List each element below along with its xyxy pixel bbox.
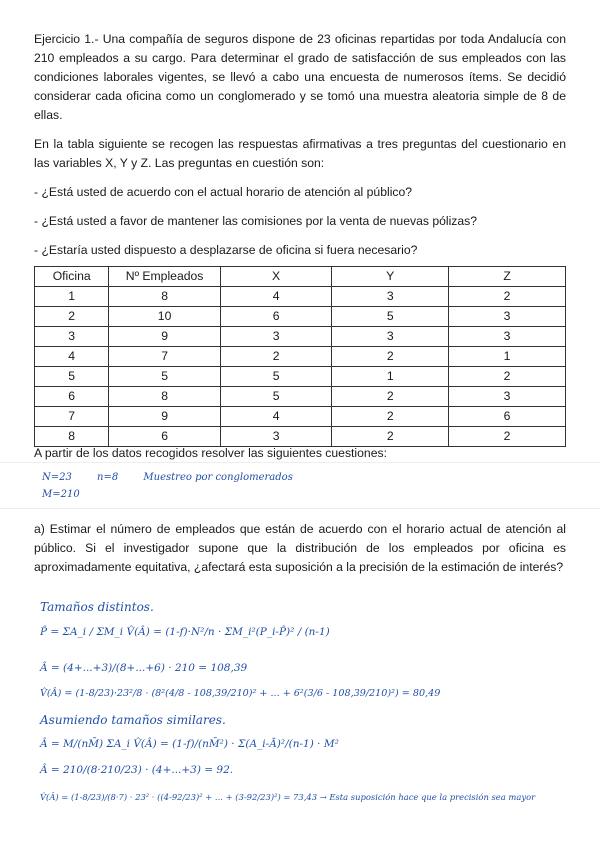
table-cell: 5 [109,367,221,387]
table-cell: 9 [109,407,221,427]
table-row [35,427,566,447]
table-cell: 9 [109,327,221,347]
table-row [35,367,566,387]
work-line-3: Â = (4+...+3)/(8+...+6) · 210 = 108,39 [40,662,248,674]
header-oficina: Oficina [35,267,109,287]
page-gap [0,462,600,463]
table-cell: 5 [220,367,332,387]
table-cell: 3 [449,307,566,327]
table-cell: 2 [35,307,109,327]
question-3: - ¿Estaría usted dispuesto a desplazarse de oficina si fuera necesario? [34,243,418,257]
table-cell: 3 [332,327,449,347]
note-method: Muestreo por conglomerados [143,472,293,483]
data-table [34,266,566,447]
table-cell: 2 [449,367,566,387]
header-x: X [220,267,332,287]
exercise-paragraph-1: Ejercicio 1.- Una compañía de seguros dispone de 23 oficinas repartidas por toda Andalucía con 210 empleados a su cargo. Para determinar el grado de satisfacción de sus empleados con las condiciones laborales vigentes, se llevó a cabo una encuesta de numerosos ítems. Se decidió considerar cada oficina como un conglomerado y se tomó una muestra aleatoria simple de 8 de ellas. [34,32,566,122]
work-line-5: Asumiendo tamaños similares. [40,713,226,727]
table-cell: 6 [35,387,109,407]
question-2: - ¿Está usted a favor de mantener las comisiones por la venta de nuevas pólizas? [34,214,478,228]
table-cell: 2 [332,347,449,367]
table-cell: 2 [449,287,566,307]
work-line-2: P̂ = ΣA_i / ΣM_i V̂(Â) = (1-f)·N²/n · ΣM_i²(P_i-P̂)² / (n-1) [40,626,330,638]
intro-text: A partir de los datos recogidos resolver las siguientes cuestiones: [34,446,387,460]
work-line-7: Â = 210/(8·210/23) · (4+...+3) = 92. [40,764,234,776]
note-M: M=210 [42,489,80,500]
header-z: Z [449,267,566,287]
table-cell: 3 [449,327,566,347]
table-cell: 1 [449,347,566,367]
header-y: Y [332,267,449,287]
table-row [35,347,566,367]
table-cell: 5 [220,387,332,407]
work-line-8: V̂(Â) = (1-8/23)/(8·7) · 23² · ((4-92/23)² + ... + (3-92/23)²) = 73,43 → Esta suposición hace que la precisión sea mayor [40,792,536,802]
table-cell: 2 [332,427,449,447]
header-empleados: Nº Empleados [109,267,221,287]
table-cell: 4 [220,407,332,427]
table-cell: 2 [332,387,449,407]
table-cell: 3 [332,287,449,307]
work-line-6: Â = M/(nM̄) ΣA_i V̂(Â) = (1-f)/(nM̄²) · Σ(A_i-Ā)²/(n-1) · M² [40,738,339,750]
table-cell: 3 [449,387,566,407]
table-cell: 2 [220,347,332,367]
table-cell: 1 [332,367,449,387]
note-n: n=8 [97,472,119,483]
question-1: - ¿Está usted de acuerdo con el actual horario de atención al público? [34,185,413,199]
table-cell: 4 [220,287,332,307]
table-row [35,407,566,427]
table-row [35,287,566,307]
table-header-row [35,267,566,287]
table-cell: 3 [35,327,109,347]
table-cell: 7 [35,407,109,427]
handwritten-notes [42,472,315,483]
table-row [35,387,566,407]
table-cell: 8 [109,287,221,307]
question-a: a) Estimar el número de empleados que están de acuerdo con el horario actual de atención al público. Si el investigador supone que la distribución de los empleados por oficina es aproximadamente equitativa, ¿afectará esta suposición a la precisión de la estimación de interés? [34,522,566,574]
table-cell: 6 [220,307,332,327]
exercise-statement [34,30,566,447]
table-cell: 6 [449,407,566,427]
work-line-1: Tamaños distintos. [40,600,154,614]
exercise-paragraph-2: En la tabla siguiente se recogen las respuestas afirmativas a tres preguntas del cuestionario en las variables X, Y y Z. Las preguntas en cuestión son: [34,137,566,170]
table-cell: 8 [109,387,221,407]
table-cell: 4 [35,347,109,367]
table-cell: 3 [220,427,332,447]
table-cell: 1 [35,287,109,307]
table-cell: 7 [109,347,221,367]
table-row [35,327,566,347]
table-cell: 3 [220,327,332,347]
table-cell: 2 [332,407,449,427]
table-cell: 5 [35,367,109,387]
table-cell: 8 [35,427,109,447]
table-cell: 6 [109,427,221,447]
note-N: N=23 [42,472,72,483]
table-cell: 10 [109,307,221,327]
page-gap-2 [0,508,600,509]
table-cell: 2 [449,427,566,447]
work-line-4: V̂(Â) = (1-8/23)·23²/8 · (8²(4/8 - 108,39/210)² + ... + 6²(3/6 - 108,39/210)²) = 80,49 [40,688,441,699]
table-body [35,287,566,447]
table-cell: 5 [332,307,449,327]
table-row [35,307,566,327]
